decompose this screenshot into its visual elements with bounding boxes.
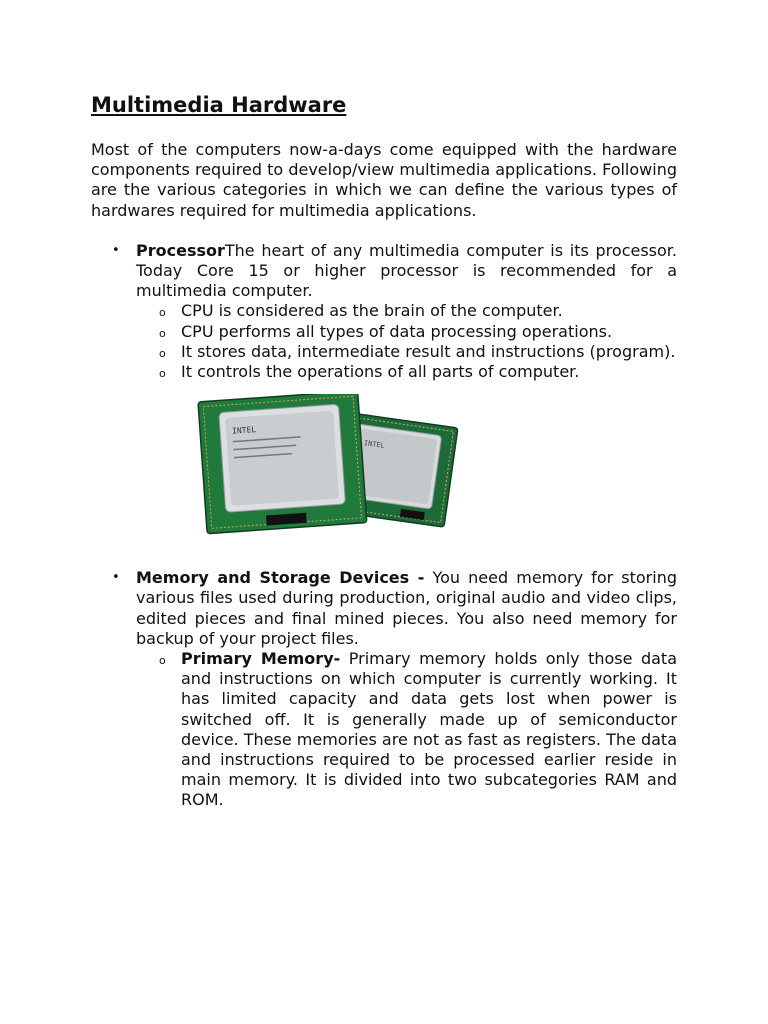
sub-bullet-icon: o bbox=[159, 654, 166, 668]
primary-memory-heading: Primary Memory- bbox=[181, 649, 341, 669]
primary-memory-paragraph bbox=[181, 649, 677, 811]
sub-bullet-icon: o bbox=[159, 326, 166, 340]
cpu-chips-illustration bbox=[194, 394, 474, 560]
list-item bbox=[136, 362, 677, 382]
memory-points bbox=[136, 649, 677, 811]
processor-paragraph bbox=[136, 241, 677, 302]
list-item-memory-storage bbox=[91, 568, 677, 810]
processor-heading: Processor bbox=[136, 240, 225, 260]
sub-bullet-icon: o bbox=[159, 367, 166, 381]
primary-memory-text: Primary memory holds only those data and instructions on which computer is currently working. It has limited capacity and data gets lost when power is switched off. It is generally made up of semiconductor device. These memories are not as fast as registers. The data and instructions required to be processed earlier reside in main memory. It is divided into two subcategories RAM and ROM. bbox=[181, 649, 678, 810]
chip-label: INTEL bbox=[231, 425, 257, 436]
memory-text: You need memory for storing various files used during production, original audio and video clips, edited pieces and final mined pieces. You also need memory for backup of your project files. bbox=[136, 568, 677, 648]
bullet-icon: • bbox=[112, 570, 120, 586]
list-item bbox=[136, 301, 677, 321]
memory-heading: Memory and Storage Devices - bbox=[136, 568, 425, 588]
intro-paragraph: Most of the computers now-a-days come equipped with the hardware components required to develop/view multimedia applications. Following are the various categories in which we can define the various types of hardwares required for multimedia applications. bbox=[91, 140, 677, 220]
bullet-icon: • bbox=[112, 242, 120, 258]
sub-bullet-icon: o bbox=[159, 306, 166, 320]
point-text: It controls the operations of all parts of computer. bbox=[181, 362, 580, 382]
point-text: CPU is considered as the brain of the computer. bbox=[181, 301, 563, 321]
memory-paragraph bbox=[136, 568, 677, 649]
page-title: Multimedia Hardware bbox=[91, 93, 347, 117]
processor-text: The heart of any multimedia computer is its processor. Today Core 15 or higher processor is recommended for a multimedia computer. bbox=[136, 240, 677, 301]
list-item bbox=[136, 322, 677, 342]
document-body bbox=[91, 90, 677, 811]
hardware-list bbox=[91, 241, 677, 811]
list-item bbox=[136, 649, 677, 811]
list-item bbox=[136, 342, 677, 362]
list-item-processor bbox=[91, 241, 677, 560]
processor-points bbox=[136, 301, 677, 382]
point-text: CPU performs all types of data processing operations. bbox=[181, 321, 613, 341]
point-text: It stores data, intermediate result and instructions (program). bbox=[181, 341, 676, 361]
processor-image bbox=[136, 394, 677, 560]
sub-bullet-icon: o bbox=[159, 346, 166, 360]
chip-label: INTEL bbox=[363, 439, 386, 451]
